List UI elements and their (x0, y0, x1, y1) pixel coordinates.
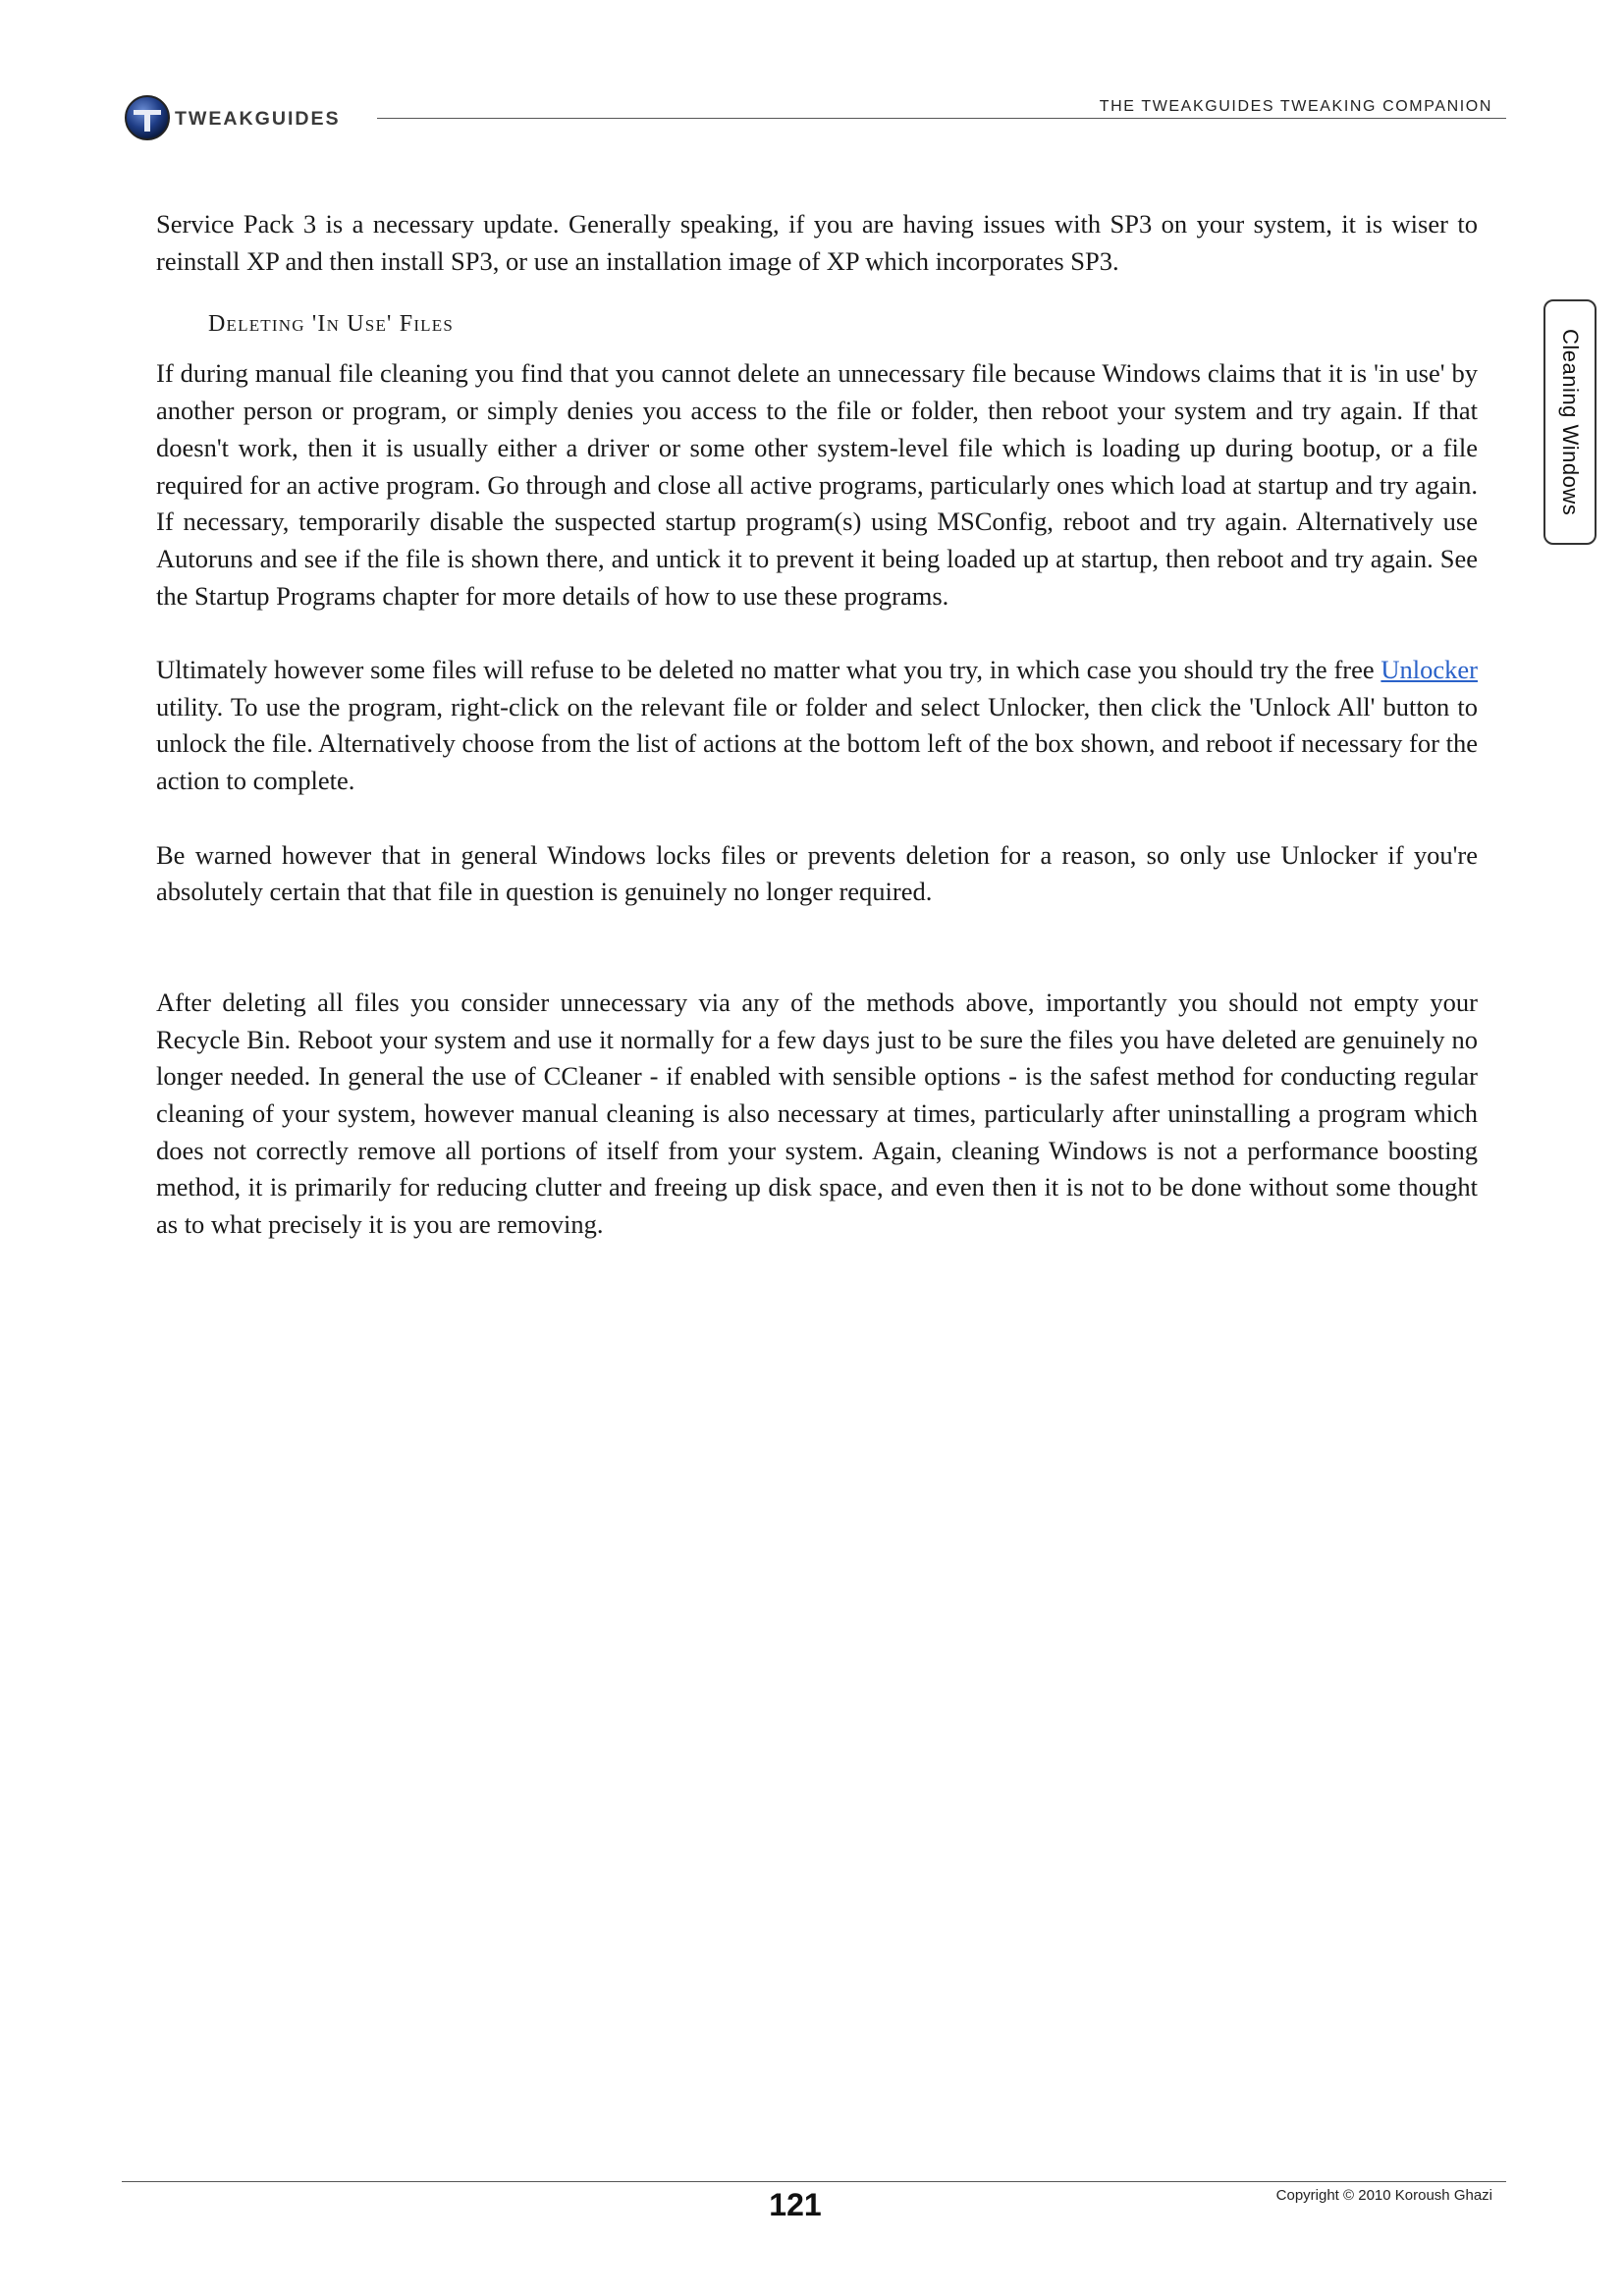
paragraph-recycle-bin: After deleting all files you consider unnecessary via any of the methods above, importantly you should not empty your Recycle Bin. Reboot your system and use it normally for a few days just to be sure the files you have deleted are genuinely no longer needed. In general the use of CCleaner - if enabled with sensible options - is the safest method for conducting regular cleaning of your system, however manual cleaning is also necessary at times, particularly after uninstalling a program which does not correctly remove all portions of itself from your system. Again, cleaning Windows is not a performance boosting method, it is primarily for reducing clutter and freeing up disk space, and even then it is not to be done without some thought as to what precisely it is you are removing. (156, 987, 1478, 1240)
svg-text:TWEAKGUIDES: TWEAKGUIDES (175, 107, 341, 130)
paragraph-unlocker (156, 652, 1478, 800)
copyright-notice: Copyright © 2010 Koroush Ghazi (1275, 2187, 1492, 2204)
header-rule (377, 118, 1506, 119)
page-number: 121 (769, 2187, 822, 2222)
logo-globe-icon (124, 94, 171, 141)
paragraph-warning: Be warned however that in general Windows locks files or prevents deletion for a reason, so only use Unlocker if you're absolutely certain that that file in question is genuinely no longer required. (156, 839, 1478, 907)
paragraph-in-use-files: If during manual file cleaning you find that you cannot delete an unnecessary file because Windows claims that it is 'in use' by another person or program, or simply denies you access to the file or folder, then reboot your system and try again. If that doesn't work, then it is usually either a driver or some other system-level file which is loading up during bootup, or a file required for an active program. Go through and close all active programs, particularly ones which load at startup and try again. If necessary, temporarily disable the suspected startup program(s) using MSConfig, reboot and try again. Alternatively use Autoruns and see if the file is shown there, and untick it to prevent it being loaded up at startup, then reboot and try again. See the Startup Programs chapter for more details of how to use these programs. (156, 358, 1478, 611)
chapter-side-tab (1543, 299, 1597, 545)
section-heading: Deleting 'In Use' Files (208, 311, 455, 338)
tweakguides-logo (124, 94, 341, 141)
unlocker-link[interactable]: Unlocker (1380, 655, 1478, 685)
footer-rule (122, 2181, 1506, 2182)
chapter-side-tab-label: Cleaning Windows (1558, 328, 1583, 516)
page-content (156, 206, 1478, 1244)
paragraph-unlocker-text-2: utility. To use the program, right-click on the relevant file or folder and select Unlocker, then click the 'Unlock All' button to unlock the file. Alternatively choose from the list of actions at the bottom left of the box shown, and reboot if necessary for the action to complete. (156, 691, 1478, 796)
header-title: THE TWEAKGUIDES TWEAKING COMPANION (1099, 98, 1492, 115)
logo-wordmark (175, 104, 367, 132)
paragraph-unlocker-text-1: Ultimately however some files will refuse to be deleted no matter what you try, in which case you should try the free (156, 655, 1381, 685)
paragraph-sp3: Service Pack 3 is a necessary update. Generally speaking, if you are having issues with SP3 on your system, it is wiser to reinstall XP and then install SP3, or use an installation image of XP which incorporates SP3. (156, 209, 1478, 276)
